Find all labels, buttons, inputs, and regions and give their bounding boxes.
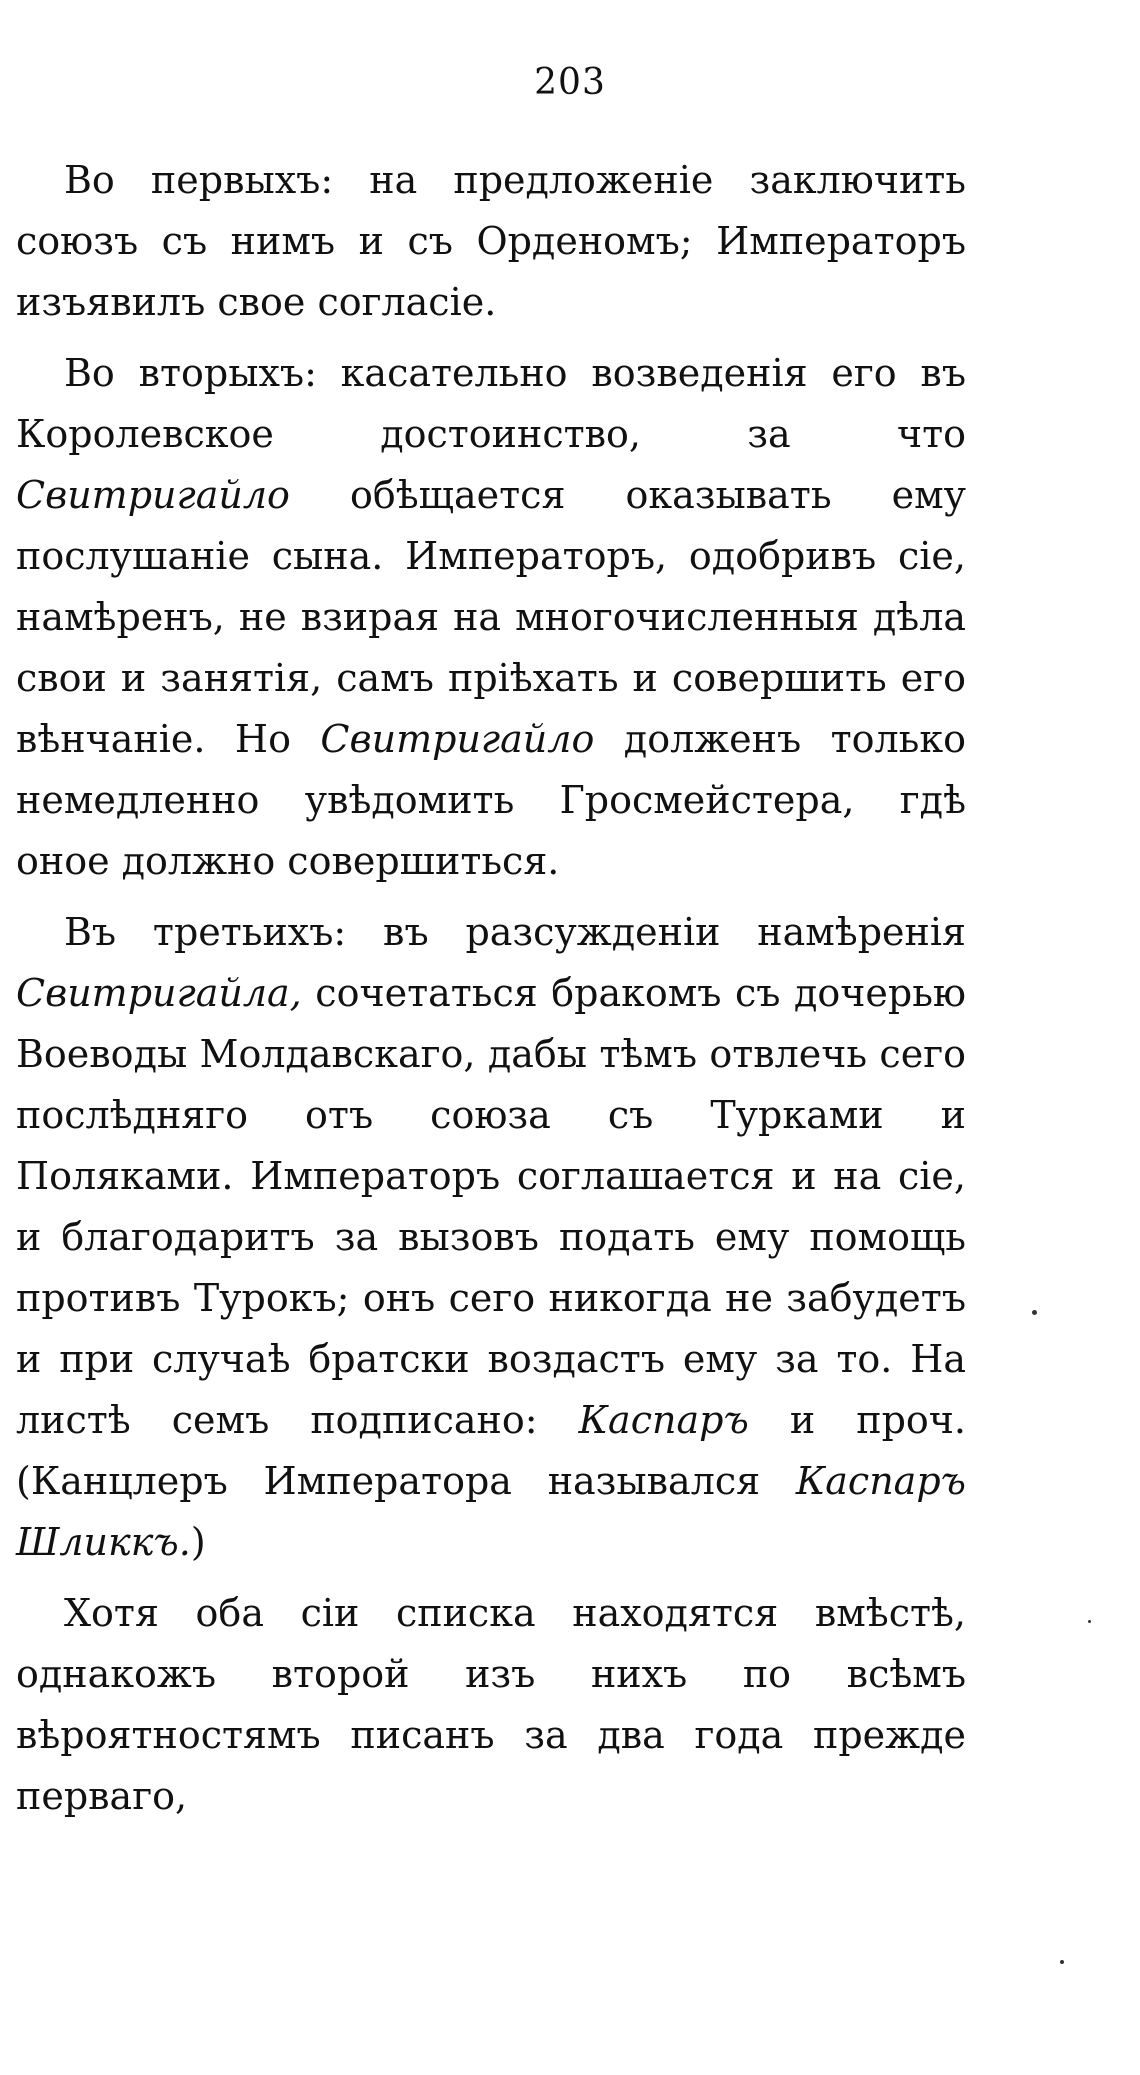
page-number: 203 bbox=[534, 62, 606, 103]
italic-text-segment: Каспаръ bbox=[578, 1398, 749, 1442]
print-speck bbox=[1032, 1310, 1037, 1315]
text-segment: долженъ только немедленно увѣдомить Гросмейстера, гдѣ оное должно совершиться. bbox=[16, 717, 966, 883]
text-segment: Во вторыхъ: касательно возведенiя его въ Королевское достоинство, за что bbox=[16, 351, 966, 456]
print-speck bbox=[1088, 1620, 1091, 1623]
print-speck bbox=[1060, 1960, 1064, 1964]
text-segment: ) bbox=[190, 1520, 206, 1564]
text-segment: Въ третьихъ: въ разсужденiи намѣренiя bbox=[64, 910, 966, 954]
paragraph bbox=[16, 902, 966, 1573]
paragraph bbox=[16, 343, 966, 892]
text-segment: сочетаться бракомъ съ дочерью Воеводы Молдавскаго, дабы тѣмъ отвлечь сего послѣдняго отъ союза съ Турками и Поляками. Императоръ соглашается и на сiе, и благодаритъ за вызовъ подать ему помощь противъ Турокъ; онъ сего никогда не забудетъ и при случаѣ братски воздастъ ему за то. На листѣ семъ подписано: bbox=[16, 971, 966, 1442]
body-text bbox=[16, 150, 966, 1837]
text-segment: и проч. (Канцлеръ Императора назывался bbox=[16, 1398, 966, 1503]
paragraph bbox=[16, 150, 966, 333]
italic-text-segment: Каспаръ Шликкъ. bbox=[16, 1459, 966, 1564]
paragraph bbox=[16, 1583, 966, 1827]
italic-text-segment: Свитригайло bbox=[16, 473, 290, 517]
italic-text-segment: Свитригайло bbox=[320, 717, 595, 761]
italic-text-segment: Свитригайла, bbox=[16, 971, 302, 1015]
text-segment: Во первыхъ: на предложенiе заключить союзъ съ нимъ и съ Орденомъ; Императоръ изъявилъ свое согласiе. bbox=[16, 158, 966, 324]
text-segment: Хотя оба сiи списка находятся вмѣстѣ, однакожъ второй изъ нихъ по всѣмъ вѣроятностямъ писанъ за два года прежде перваго, bbox=[16, 1591, 966, 1818]
text-segment: обѣщается оказывать ему послушанiе сына. Императоръ, одобривъ сiе, намѣренъ, не взирая на многочисленныя дѣла свои и занятiя, самъ прiѣхать и совершить его вѣнчанiе. Но bbox=[16, 473, 966, 761]
